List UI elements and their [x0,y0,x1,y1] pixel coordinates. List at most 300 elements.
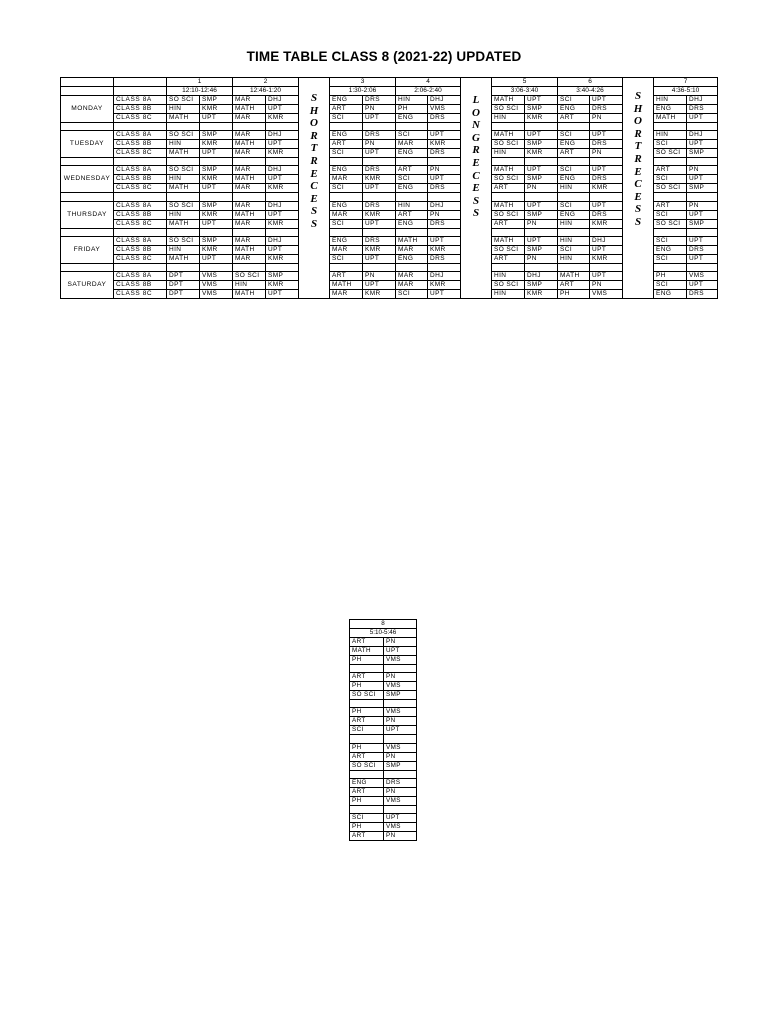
subject-cell: DHJ [266,236,299,245]
table-row [61,96,718,105]
subject-cell: ENG [330,166,363,175]
spacer-cell [363,193,396,201]
subject-cell: ART [350,831,384,840]
subject-cell: PH [350,682,384,691]
subject-cell: ART [330,140,363,149]
subject-cell: MATH [233,175,266,184]
subject-cell: UPT [687,254,718,263]
class-name: CLASS 8C [114,219,167,228]
subject-cell: UPT [363,114,396,123]
spacer-cell [266,193,299,201]
recess-column-short1 [299,78,330,299]
subject-cell: UPT [590,166,623,175]
spacer-row [350,700,417,708]
subject-cell: DRS [384,778,417,787]
spacer-row [61,193,718,201]
subject-cell: PN [384,717,417,726]
subject-cell: UPT [363,149,396,158]
spacer-cell [396,158,428,166]
table-row [350,691,417,700]
subject-cell: SMP [200,131,233,140]
spacer-cell [350,735,384,743]
subject-cell: SCI [654,254,687,263]
subject-cell: DRS [687,245,718,254]
subject-cell: ENG [654,245,687,254]
subject-cell: MATH [233,245,266,254]
subject-cell: DRS [363,131,396,140]
recess-label-long: L O N G R E C E S S [472,94,480,220]
spacer-cell [330,193,363,201]
subject-cell: MATH [167,149,200,158]
spacer-cell [167,228,200,236]
subject-cell: UPT [363,184,396,193]
subject-cell: MATH [233,210,266,219]
spacer-cell [330,263,363,271]
subject-cell: SCI [330,254,363,263]
spacer-cell [396,123,428,131]
subject-cell: PN [590,114,623,123]
spacer-cell [167,193,200,201]
subject-cell: KMR [428,140,461,149]
subject-cell: SO SCI [167,201,200,210]
subject-cell: DPT [167,271,200,280]
subject-cell: MAR [233,131,266,140]
subject-cell: DRS [428,114,461,123]
recess-column-short2 [623,78,654,299]
class-name: CLASS 8B [114,175,167,184]
table-row [61,105,718,114]
subject-cell: SCI [654,236,687,245]
spacer-cell [492,193,525,201]
subject-cell: ENG [396,184,428,193]
class-name: CLASS 8A [114,236,167,245]
spacer-cell [167,263,200,271]
spacer-cell [167,123,200,131]
subject-cell: ENG [654,105,687,114]
subject-cell: KMR [525,289,558,298]
subject-cell: VMS [590,289,623,298]
subject-cell: ART [396,166,428,175]
table-row [61,184,718,193]
subject-cell: UPT [384,726,417,735]
subject-cell: VMS [384,743,417,752]
subject-cell: HIN [167,105,200,114]
subject-cell: DRS [687,105,718,114]
subject-cell: UPT [687,210,718,219]
subject-cell: PH [350,743,384,752]
table-row [61,210,718,219]
subject-cell: HIN [396,96,428,105]
subject-cell: DRS [363,166,396,175]
table-row [61,289,718,298]
header-blank-day [61,87,114,96]
subject-cell: KMR [363,175,396,184]
subject-cell: SCI [654,280,687,289]
subject-cell: ENG [558,210,590,219]
subject-cell: KMR [266,280,299,289]
subject-cell: SO SCI [492,140,525,149]
subject-cell: HIN [558,236,590,245]
subject-cell: KMR [525,149,558,158]
spacer-cell [558,193,590,201]
subject-cell: SO SCI [654,149,687,158]
subject-cell: SMP [525,245,558,254]
subject-cell: SCI [558,131,590,140]
subject-cell: SCI [654,210,687,219]
subject-cell: MATH [492,131,525,140]
spacer-cell [200,158,233,166]
spacer-cell [525,228,558,236]
subject-cell: DRS [428,184,461,193]
subject-cell: DRS [590,175,623,184]
spacer-cell [266,123,299,131]
subject-cell: ART [350,787,384,796]
subject-cell: MAR [233,219,266,228]
subject-cell: VMS [687,271,718,280]
spacer-cell [396,263,428,271]
subject-cell: UPT [687,114,718,123]
subject-cell: SMP [525,140,558,149]
subject-cell: UPT [266,105,299,114]
class-name: CLASS 8A [114,271,167,280]
subject-cell: DRS [428,254,461,263]
spacer-cell [428,123,461,131]
spacer-row [61,123,718,131]
subject-cell: VMS [200,280,233,289]
period-number: 3 [330,78,396,87]
subject-cell: KMR [525,114,558,123]
subject-cell: PN [590,149,623,158]
spacer-cell [384,770,417,778]
subject-cell: HIN [492,289,525,298]
class-name: CLASS 8B [114,245,167,254]
period-number: 5 [492,78,558,87]
subject-cell: ART [654,166,687,175]
subject-cell: SO SCI [492,210,525,219]
day-name: FRIDAY [61,236,114,263]
subject-cell: KMR [200,105,233,114]
subject-cell: SO SCI [492,245,525,254]
subject-cell: HIN [558,219,590,228]
table-row [61,114,718,123]
subject-cell: ENG [654,289,687,298]
subject-cell: PN [384,673,417,682]
day-name: SATURDAY [61,271,114,298]
spacer-cell [687,228,718,236]
period-time: 3:06-3:40 [492,87,558,96]
table-row [350,726,417,735]
subject-cell: UPT [363,254,396,263]
subject-cell: VMS [384,656,417,665]
header-row-times [61,87,718,96]
subject-cell: KMR [200,175,233,184]
subject-cell: DHJ [428,96,461,105]
subject-cell: DRS [363,201,396,210]
day-name: TUESDAY [61,131,114,158]
subject-cell: KMR [200,245,233,254]
recess-column-long [461,78,492,299]
subject-cell: ENG [396,114,428,123]
subject-cell: KMR [266,149,299,158]
spacer-cell [363,263,396,271]
period-number: 8 [350,620,417,629]
header-blank-day [61,78,114,87]
class-name: CLASS 8A [114,166,167,175]
subject-cell: HIN [558,254,590,263]
header-blank-class [114,87,167,96]
subject-cell: UPT [590,245,623,254]
spacer-row [61,263,718,271]
class-name: CLASS 8A [114,131,167,140]
subject-cell: ART [492,254,525,263]
subject-cell: UPT [200,254,233,263]
subject-cell: SO SCI [350,691,384,700]
spacer-cell [428,158,461,166]
subject-cell: PH [396,105,428,114]
spacer-cell [61,228,114,236]
subject-cell: DRS [687,289,718,298]
subject-cell: UPT [525,131,558,140]
spacer-row [350,805,417,813]
table-row [350,813,417,822]
class-name: CLASS 8C [114,114,167,123]
recess-label-short1: S H O R T R E C E S S [309,92,319,230]
subject-cell: DHJ [428,271,461,280]
subject-cell: MAR [330,175,363,184]
subject-cell: UPT [266,289,299,298]
spacer-cell [558,158,590,166]
subject-cell: PN [525,254,558,263]
subject-cell: MAR [233,149,266,158]
subject-cell: ART [396,210,428,219]
subject-cell: ART [558,280,590,289]
spacer-cell [384,735,417,743]
subject-cell: ART [558,149,590,158]
subject-cell: MATH [167,254,200,263]
table-row [350,796,417,805]
subject-cell: UPT [266,245,299,254]
subject-cell: PN [525,219,558,228]
table-row [350,682,417,691]
subject-cell: UPT [525,166,558,175]
subject-cell: DRS [590,105,623,114]
subject-cell: DHJ [428,201,461,210]
subject-cell: SCI [330,184,363,193]
subject-cell: ART [330,271,363,280]
spacer-row [350,665,417,673]
subject-cell: SO SCI [654,184,687,193]
subject-cell: SO SCI [167,166,200,175]
subject-cell: SO SCI [167,131,200,140]
class-name: CLASS 8B [114,140,167,149]
subject-cell: SCI [330,114,363,123]
subject-cell: SCI [654,140,687,149]
subject-cell: PH [350,708,384,717]
subject-cell: ART [558,114,590,123]
subject-cell: UPT [384,647,417,656]
subject-cell: UPT [363,219,396,228]
spacer-cell [61,193,114,201]
spacer-row [61,158,718,166]
subject-cell: HIN [396,201,428,210]
spacer-cell [384,665,417,673]
subject-cell: HIN [167,140,200,149]
subject-cell: SMP [200,236,233,245]
subject-cell: HIN [492,114,525,123]
subject-cell: HIN [233,280,266,289]
class-name: CLASS 8B [114,210,167,219]
spacer-cell [363,123,396,131]
subject-cell: SMP [687,184,718,193]
table-row [61,175,718,184]
subject-cell: MATH [654,114,687,123]
class-name: CLASS 8C [114,149,167,158]
subject-cell: DRS [363,96,396,105]
subject-cell: ART [492,219,525,228]
table-row [350,752,417,761]
subject-cell: ENG [396,149,428,158]
subject-cell: UPT [266,175,299,184]
subject-cell: ENG [558,175,590,184]
subject-cell: MAR [233,114,266,123]
subject-cell: UPT [266,210,299,219]
spacer-cell [363,158,396,166]
subject-cell: MATH [396,236,428,245]
spacer-cell [687,123,718,131]
subject-cell: MATH [492,166,525,175]
subject-cell: MATH [330,280,363,289]
table-row [350,647,417,656]
subject-cell: VMS [384,822,417,831]
subject-cell: UPT [363,280,396,289]
subject-cell: UPT [428,131,461,140]
subject-cell: SO SCI [492,175,525,184]
subject-cell: DHJ [266,96,299,105]
spacer-cell [525,123,558,131]
period-time: 12:46-1:20 [233,87,299,96]
subject-cell: SO SCI [350,761,384,770]
header-row-periods [61,78,718,87]
subject-cell: PN [363,271,396,280]
subject-cell: VMS [384,796,417,805]
table-row [61,236,718,245]
subject-cell: MATH [492,201,525,210]
period-time: 2:06-2:40 [396,87,461,96]
table-row [61,271,718,280]
spacer-row [61,228,718,236]
subject-cell: UPT [200,219,233,228]
subject-cell: UPT [200,114,233,123]
subject-cell: UPT [590,271,623,280]
subject-cell: SCI [558,96,590,105]
subject-cell: ENG [330,236,363,245]
subject-cell: MATH [167,114,200,123]
subject-cell: UPT [200,149,233,158]
spacer-cell [428,228,461,236]
subject-cell: ENG [558,105,590,114]
spacer-cell [233,158,266,166]
spacer-cell [384,805,417,813]
spacer-cell [114,193,167,201]
subject-cell: SMP [200,166,233,175]
subject-cell: KMR [363,245,396,254]
subject-cell: UPT [687,280,718,289]
subject-cell: MAR [233,166,266,175]
subject-cell: SMP [525,210,558,219]
table-row [61,131,718,140]
subject-cell: HIN [167,175,200,184]
subject-cell: HIN [558,184,590,193]
subject-cell: ART [654,201,687,210]
subject-cell: SO SCI [492,105,525,114]
subject-cell: SMP [384,691,417,700]
spacer-cell [114,228,167,236]
subject-cell: UPT [590,96,623,105]
subject-cell: DHJ [687,96,718,105]
spacer-cell [350,700,384,708]
subject-cell: MAR [233,236,266,245]
day-name: MONDAY [61,96,114,123]
spacer-cell [61,263,114,271]
subject-cell: KMR [200,140,233,149]
spacer-cell [350,665,384,673]
subject-cell: SCI [350,813,384,822]
subject-cell: PN [384,638,417,647]
period-number: 6 [558,78,623,87]
spacer-cell [350,770,384,778]
subject-cell: ENG [330,96,363,105]
table-row [61,201,718,210]
subject-cell: PH [654,271,687,280]
spacer-cell [558,228,590,236]
subject-cell: PN [687,166,718,175]
subject-cell: HIN [492,149,525,158]
subject-cell: SCI [396,131,428,140]
subject-cell: PN [428,166,461,175]
spacer-cell [114,123,167,131]
subject-cell: DRS [590,210,623,219]
spacer-cell [654,123,687,131]
subject-cell: MAR [233,254,266,263]
period-time: 1:30-2:06 [330,87,396,96]
spacer-cell [330,228,363,236]
p8-header-time [350,629,417,638]
subject-cell: MATH [167,184,200,193]
subject-cell: SCI [330,149,363,158]
subject-cell: PN [384,787,417,796]
subject-cell: UPT [428,236,461,245]
spacer-cell [384,700,417,708]
period-8-table [349,619,417,841]
subject-cell: PH [350,796,384,805]
spacer-cell [590,228,623,236]
subject-cell: KMR [428,280,461,289]
subject-cell: PN [384,752,417,761]
spacer-cell [61,158,114,166]
subject-cell: DHJ [266,166,299,175]
subject-cell: DRS [428,149,461,158]
subject-cell: ART [492,184,525,193]
class-name: CLASS 8C [114,289,167,298]
subject-cell: KMR [200,210,233,219]
spacer-cell [525,263,558,271]
spacer-cell [492,228,525,236]
spacer-cell [590,193,623,201]
spacer-cell [396,193,428,201]
subject-cell: DPT [167,280,200,289]
subject-cell: VMS [200,271,233,280]
subject-cell: HIN [167,245,200,254]
